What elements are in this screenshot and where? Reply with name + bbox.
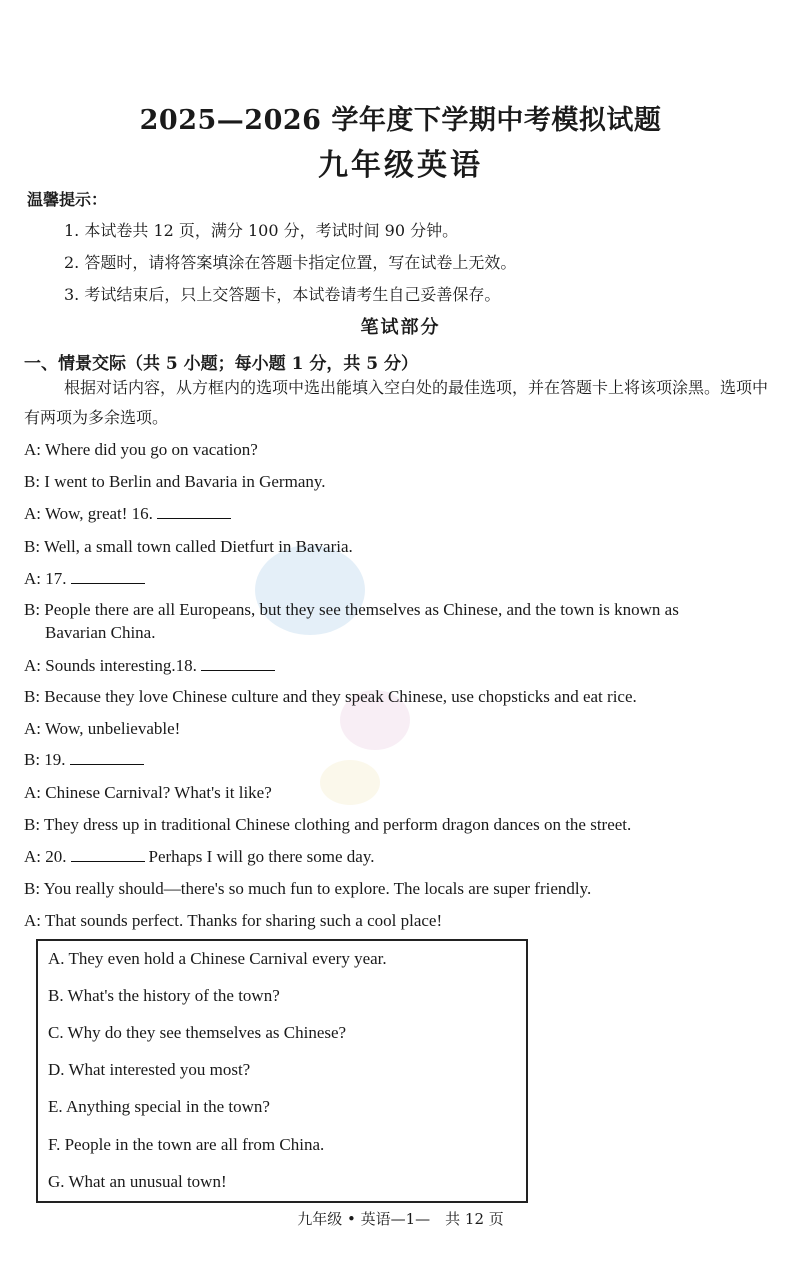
answer-blank-18 — [201, 656, 275, 671]
dialogue-line: B: I went to Berlin and Bavaria in Germany. — [24, 472, 326, 491]
option-b: B. What's the history of the town? — [48, 986, 280, 1005]
part-heading: 一、情景交际（共 5 小题；每小题 1 分，共 5 分） — [24, 354, 418, 374]
tip-item: 2. 答题时，请将答案填涂在答题卡指定位置，写在试卷上无效。 — [64, 253, 517, 272]
instruction-text: 根据对话内容，从方框内的选项中选出能填入空白处的最佳选项，并在答题卡上将该项涂黑。选项中有两项为多余选项。 — [24, 378, 769, 427]
option-e: E. Anything special in the town? — [48, 1097, 270, 1116]
option-g: G. What an unusual town! — [48, 1172, 227, 1191]
dialogue-line: A: Wow, unbelievable! — [24, 719, 181, 738]
part-instruction — [24, 373, 769, 433]
dialogue-line: B: 19. — [24, 750, 148, 770]
dialogue-line: A: 20. Perhaps I will go there some day. — [24, 847, 375, 866]
options-box — [36, 939, 528, 1203]
watermark-decoration — [255, 545, 365, 635]
dialogue-line: B: People there are all Europeans, but they see themselves as Chinese, and the town is known as — [24, 600, 679, 619]
answer-blank-20 — [71, 847, 145, 862]
option-f: F. People in the town are all from China. — [48, 1135, 325, 1154]
answer-blank-17 — [71, 569, 145, 584]
exam-subtitle: 九年级英语 — [318, 148, 483, 183]
dialogue-line: A: Chinese Carnival? What's it like? — [24, 783, 272, 802]
page-footer: 九年级 • 英语—1— 共 12 页 — [297, 1210, 504, 1228]
watermark-decoration — [320, 760, 380, 805]
option-a: A. They even hold a Chinese Carnival every year. — [48, 949, 387, 968]
dialogue-line: B: Because they love Chinese culture and they speak Chinese, use chopsticks and eat rice. — [24, 687, 637, 706]
dialogue-line: A: Sounds interesting.18. — [24, 656, 279, 676]
dialogue-line: B: Well, a small town called Dietfurt in Bavaria. — [24, 537, 353, 556]
answer-blank-16 — [157, 504, 231, 519]
exam-title: 2025—2026 学年度下学期中考模拟试题 — [139, 105, 662, 136]
answer-blank-19 — [70, 750, 144, 765]
tips-heading: 温馨提示： — [27, 190, 108, 209]
dialogue-line-continued: Bavarian China. — [45, 623, 156, 642]
dialogue-line: A: 17. — [24, 569, 149, 589]
option-d: D. What interested you most? — [48, 1060, 251, 1079]
tip-item: 3. 考试结束后，只上交答题卡，本试卷请考生自己妥善保存。 — [64, 285, 501, 304]
dialogue-line: A: Wow, great! 16. — [24, 504, 235, 524]
option-c: C. Why do they see themselves as Chinese? — [48, 1023, 347, 1042]
section-title: 笔试部分 — [360, 317, 441, 338]
dialogue-line: A: Where did you go on vacation? — [24, 440, 258, 459]
dialogue-line: A: That sounds perfect. Thanks for sharing such a cool place! — [24, 911, 443, 930]
tip-item: 1. 本试卷共 12 页，满分 100 分，考试时间 90 分钟。 — [64, 221, 459, 240]
dialogue-line: B: They dress up in traditional Chinese clothing and perform dragon dances on the street. — [24, 815, 632, 834]
dialogue-line: B: You really should—there's so much fun to explore. The locals are super friendly. — [24, 879, 592, 898]
